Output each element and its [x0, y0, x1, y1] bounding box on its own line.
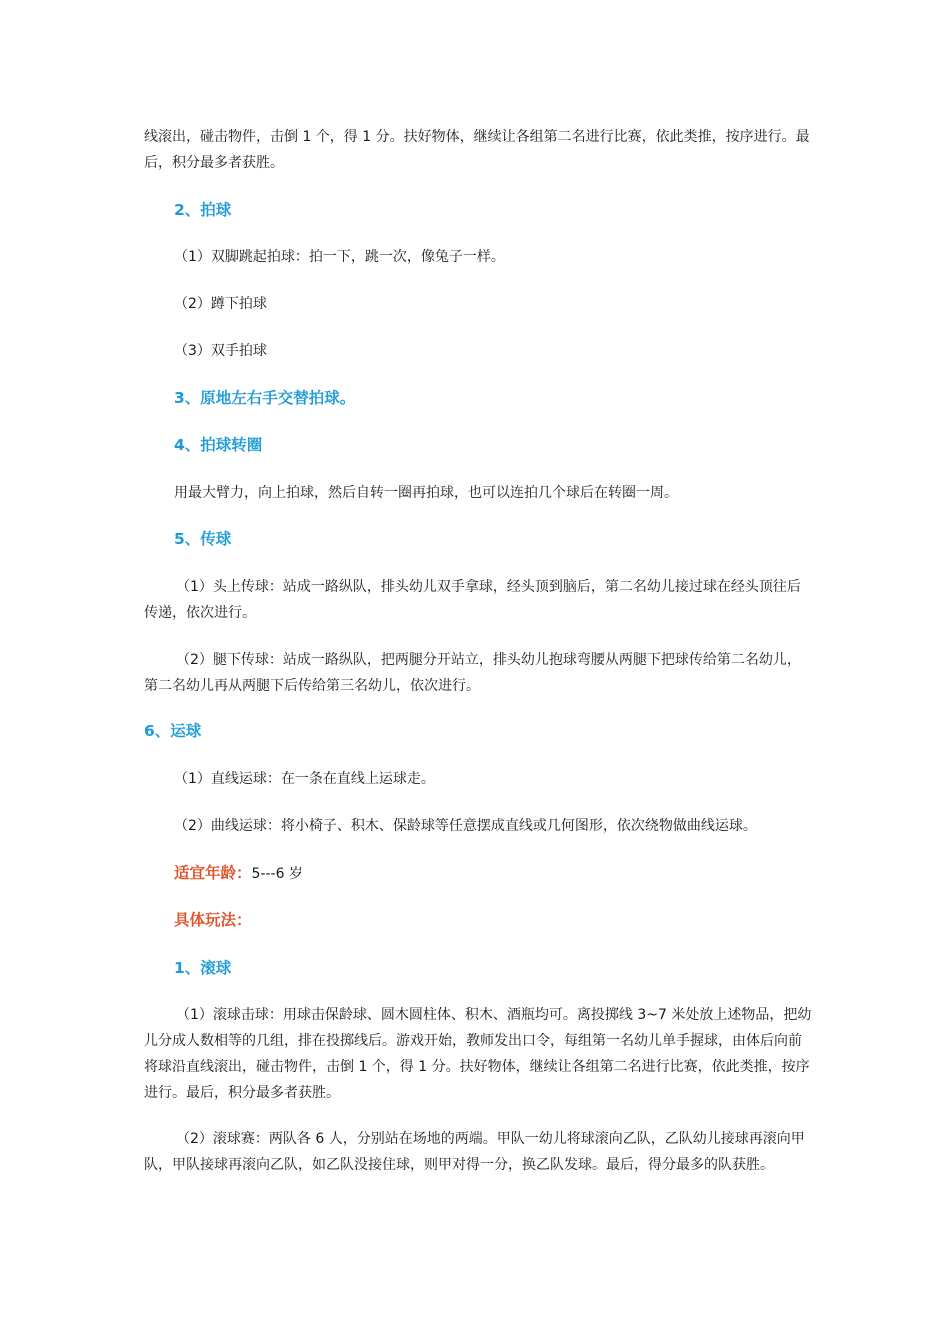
heading-bounce-ball: 2、拍球	[174, 201, 232, 219]
heading-bounce-spin: 4、拍球转圈	[174, 436, 263, 454]
heading-dribble: 6、运球	[144, 722, 202, 740]
paragraph-two-hands: （3）双手拍球	[174, 343, 267, 359]
paragraph-leg-pass: （2）腿下传球：站成一路纵队，把两腿分开站立，排头幼儿抱球弯腰从两腿下把球传给第二名幼儿，第二名幼儿再从两腿下后传给第三名幼儿，依次进行。	[144, 652, 801, 694]
paragraph-double-jump: （1）双脚跳起拍球：拍一下，跳一次，像兔子一样。	[174, 249, 505, 265]
paragraph-rolling-continued: 线滚出，碰击物件，击倒 1 个，得 1 分。扶好物体，继续让各组第二名进行比赛，依此类推，按序进行。最后，积分最多者获胜。	[144, 129, 810, 171]
heading-alternate-hands: 3、原地左右手交替拍球。	[174, 389, 356, 407]
suitable-age-value: 5---6 岁	[251, 866, 303, 882]
suitable-age	[144, 860, 814, 887]
heading-pass-ball: 5、传球	[174, 530, 232, 548]
heading-roll-ball: 1、滚球	[174, 959, 232, 977]
paragraph-overhead-pass: （1）头上传球：站成一路纵队，排头幼儿双手拿球，经头顶到脑后，第二名幼儿接过球在经头顶往后传递，依次进行。	[144, 579, 801, 621]
paragraph-squat: （2）蹲下拍球	[174, 296, 267, 312]
paragraph-spin: 用最大臂力，向上拍球，然后自转一圈再拍球，也可以连拍几个球后在转圈一周。	[174, 485, 678, 501]
paragraph-curve-dribble: （2）曲线运球：将小椅子、积木、保龄球等任意摆成直线或几何图形，依次绕物做曲线运球。	[174, 818, 757, 834]
suitable-age-label: 适宜年龄：	[174, 864, 252, 882]
how-to-play-label: 具体玩法：	[174, 911, 252, 929]
how-to-play	[144, 907, 814, 934]
paragraph-roll-match: （2）滚球赛：两队各 6 人，分别站在场地的两端。甲队一幼儿将球滚向乙队，乙队幼儿接球再滚向甲队，甲队接球再滚向乙队，如乙队没接住球，则甲对得一分，换乙队发球。最后，得分最多的队获胜。	[144, 1131, 805, 1173]
paragraph-roll-hit: （1）滚球击球：用球击保龄球、圆木圆柱体、积木、酒瓶均可。离投掷线 3~7 米处放上述物品，把幼儿分成人数相等的几组，排在投掷线后。游戏开始，教师发出口令，每组第一名幼儿单手握球，由体后向前将球沿直线滚出，碰击物件，击倒 1 个，得 1 分。扶好物体，继续让各组第二名进行比赛，依此类推，按序进行。最后，积分最多者获胜。	[144, 1007, 812, 1101]
paragraph-straight-dribble: （1）直线运球：在一条在直线上运球走。	[174, 771, 435, 787]
